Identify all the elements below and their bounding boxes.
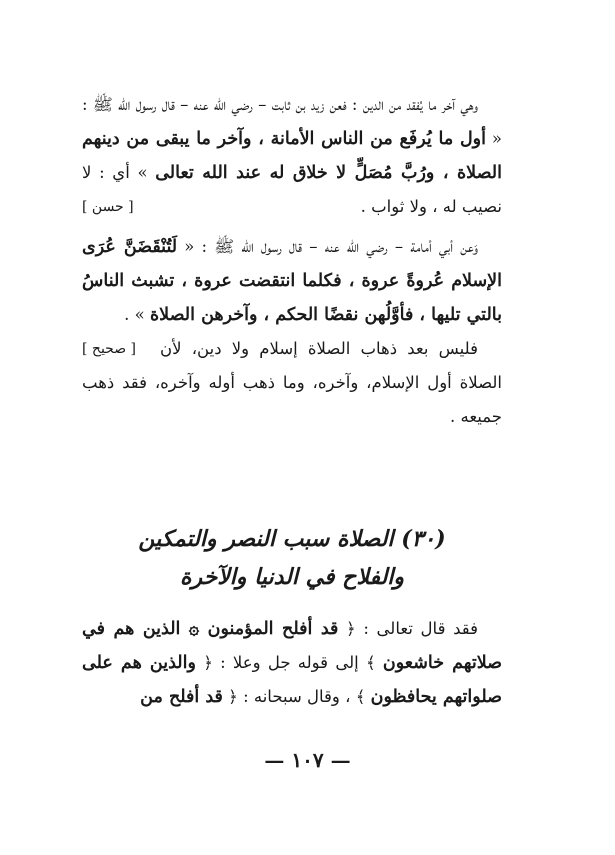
text-run: » أي : لا نصيب له ، ولا ثواب . bbox=[82, 163, 502, 216]
verse-bold: قد أفلح من bbox=[140, 687, 223, 707]
heading-line-2: والفلاح في الدنيا والآخرة bbox=[179, 564, 405, 590]
paragraph-hadith-abu-umama bbox=[82, 230, 502, 357]
text-block-1 bbox=[82, 88, 502, 434]
text-run: » . bbox=[124, 305, 150, 324]
verse-bold: والذين هم على صلواتهم يحافظون bbox=[82, 653, 502, 707]
text-block-2 bbox=[82, 612, 502, 714]
text-run: ﴾ ، وقال سبحانه : ﴿ bbox=[222, 687, 371, 706]
paragraph-hadith-zaid bbox=[82, 88, 502, 224]
hadith-quote-bold: لَتُنْقَضَنَّ عُرَى الإسلام عُروةً عروة ، فكلما انتقضت عروة ، تشبث الناسُ بالتي تليها ، فأوَّلُهن نقضًا الحكم ، وآخرهن الصلاة bbox=[82, 237, 502, 325]
heading-line-1: (٣٠) الصلاة سبب النصر والتمكين bbox=[138, 526, 446, 552]
hadith-quote-bold: أول ما يُرفَع من الناس الأمانة ، وآخر ما يبقى من دينهم الصلاة ، ورُبَّ مُصَلٍّ لا خلاق له عند الله تعالى bbox=[82, 129, 502, 183]
text-run: وهي آخر ما يُفقد من الدين : فعن زيد بن ثابت – رضي الله عنه – قال رسول الله ﷺ : « bbox=[82, 95, 502, 148]
hadith-grade: [ حسن ] bbox=[82, 199, 134, 215]
page-number: — ١٠٧ — bbox=[264, 748, 351, 772]
paragraph-quran-verses bbox=[82, 612, 502, 714]
text-run: فقد قال تعالى : ﴿ bbox=[338, 619, 479, 638]
verse-bold: قد أفلح المؤمنون ۞ الذين هم في صلاتهم خاشعون bbox=[82, 619, 503, 673]
hadith-grade: [ صحيح ] bbox=[82, 341, 137, 357]
text-run: ﴾ إلى قوله جل وعلا : ﴿ bbox=[195, 653, 383, 672]
paragraph-conclusion: فليس بعد ذهاب الصلاة إسلام ولا دين، لأن الصلاة أول الإسلام، وآخره، وما ذهب أوله وآخره، فقد ذهب جميعه . bbox=[82, 339, 502, 426]
text-run: وَعن أبي أمامة – رضي الله عنه – قال رسول الله ﷺ : « bbox=[177, 237, 478, 256]
section-heading bbox=[82, 520, 502, 596]
